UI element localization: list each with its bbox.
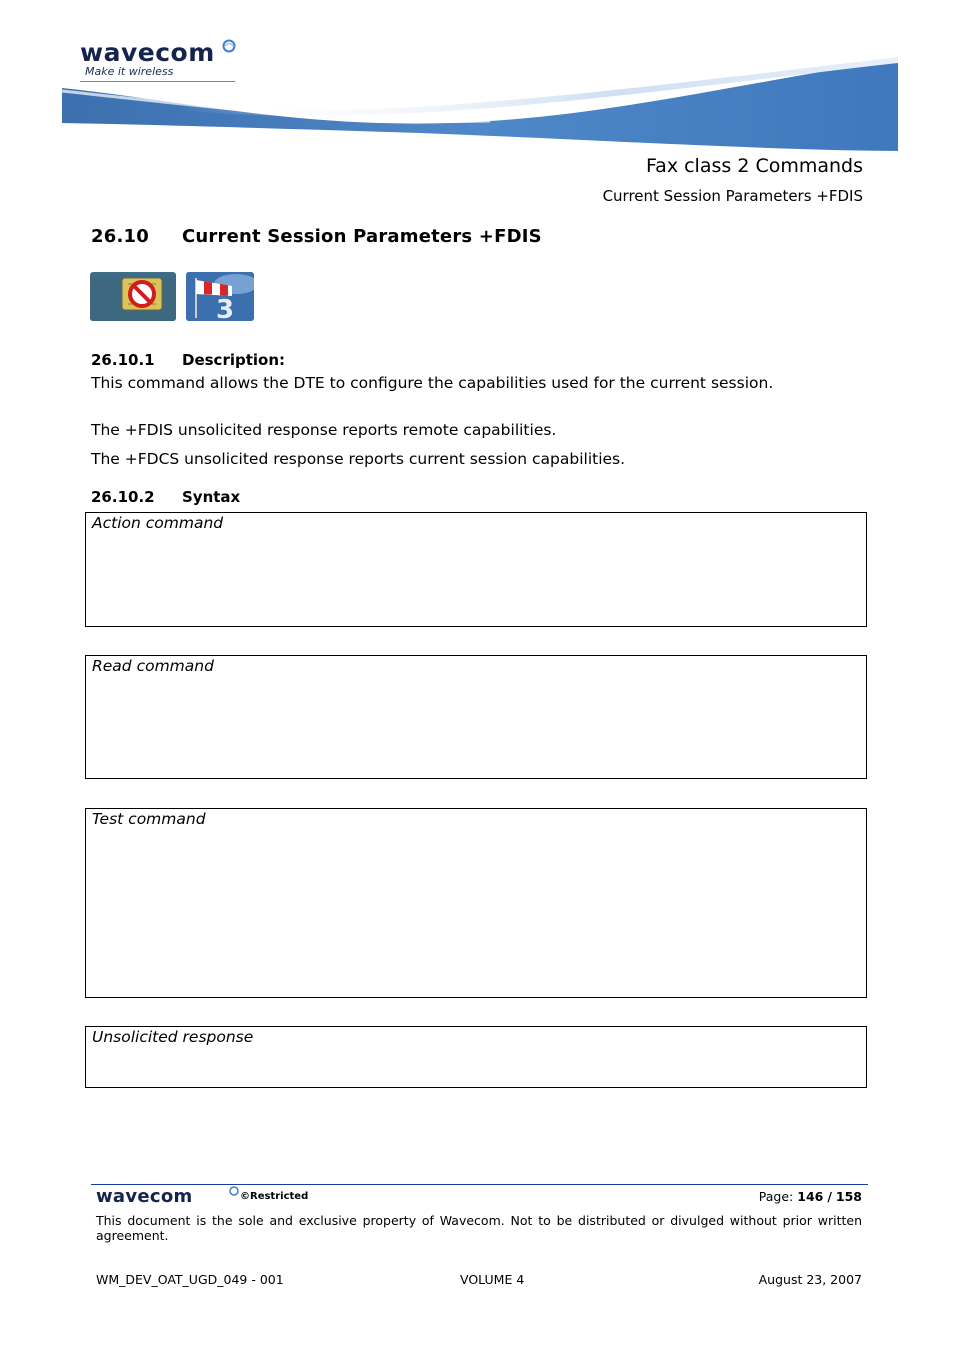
section-number: 26.10: [91, 226, 149, 247]
logo-tagline: Make it wireless: [85, 65, 174, 78]
read-command-label: Read command: [92, 657, 214, 675]
icon-level-number: 3: [216, 295, 235, 321]
syntax-title: Syntax: [182, 488, 241, 506]
footer-restricted: ©Restricted: [240, 1191, 309, 1202]
footer-volume: VOLUME 4: [460, 1272, 525, 1287]
read-command-box: [85, 655, 867, 779]
description-number: 26.10.1: [91, 351, 155, 369]
unsolicited-response-box: [85, 1026, 867, 1088]
description-title: Description:: [182, 351, 286, 369]
section-heading: [91, 226, 542, 247]
subchapter-title: Current Session Parameters +FDIS: [602, 187, 863, 205]
description-paragraph-2: The +FDIS unsolicited response reports remote capabilities.: [91, 421, 557, 439]
footer-doc-ref: WM_DEV_OAT_UGD_049 - 001: [96, 1272, 284, 1287]
no-sim-icon: [90, 272, 176, 321]
windsock-icon: [186, 272, 254, 321]
syntax-number: 26.10.2: [91, 488, 155, 506]
footer-notice: This document is the sole and exclusive property of Wavecom. Not to be distributed or divulged without prior written agreement.: [96, 1213, 862, 1243]
syntax-heading: [91, 488, 240, 506]
page-total: 158: [835, 1189, 862, 1204]
footer-date: August 23, 2007: [758, 1272, 862, 1287]
chapter-title: Fax class 2 Commands: [646, 155, 863, 177]
section-title: Current Session Parameters +FDIS: [182, 226, 542, 247]
test-command-box: [85, 808, 867, 998]
wavecom-logo: wavecom: [80, 38, 215, 67]
test-command-label: Test command: [92, 810, 206, 828]
unsolicited-response-label: Unsolicited response: [92, 1028, 254, 1046]
page-current: 146: [797, 1189, 824, 1204]
footer-rule: [91, 1184, 868, 1185]
action-command-box: [85, 512, 867, 627]
footer-wavecom-logo: wavecom: [96, 1186, 193, 1207]
action-command-label: Action command: [92, 514, 224, 532]
description-paragraph-1: This command allows the DTE to configure the capabilities used for the current session.: [91, 374, 774, 392]
footer-page-number: [759, 1189, 862, 1204]
page-separator: /: [827, 1189, 832, 1204]
footer-logo-swirl-icon: [229, 1186, 239, 1196]
description-heading: [91, 351, 285, 369]
logo-swirl-icon: [222, 39, 236, 53]
page-label: Page:: [758, 1189, 794, 1204]
description-paragraph-3: The +FDCS unsolicited response reports current session capabilities.: [91, 450, 626, 468]
header-swoosh-graphic: [60, 55, 900, 155]
